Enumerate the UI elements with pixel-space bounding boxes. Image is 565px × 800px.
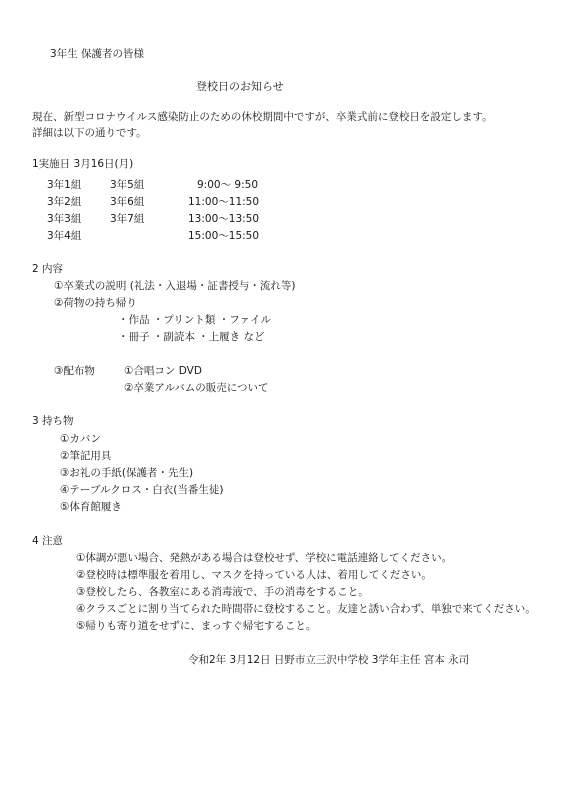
caution-item: ①体調が悪い場合、発熱がある場合は登校せず、学校に電話連絡してください。	[76, 552, 453, 564]
belongings-item: ①カバン	[60, 433, 101, 445]
signature-line: 令和2年 3月12日 日野市立三沢中学校 3学年主任 宮本 永司	[188, 654, 470, 666]
schedule-group-a: 3年1組	[47, 179, 82, 191]
schedule-time: 15:00～15:50	[188, 230, 260, 242]
section2-heading: 2 内容	[32, 263, 64, 275]
schedule-group-a: 3年3組	[47, 213, 82, 225]
belongings-item: ⑤体育館履き	[60, 501, 122, 513]
content-item: ②荷物の持ち帰り	[54, 297, 137, 309]
schedule-group-a: 3年2組	[47, 196, 82, 208]
caution-item: ④クラスごとに割り当てられた時間帯に登校すること。友達と誘い合わず、単独で来てください。	[76, 603, 536, 615]
section4-heading: 4 注意	[32, 535, 64, 547]
intro-line-1: 現在、新型コロナウイルス感染防止のための休校期間中ですが、卒業式前に登校日を設定します。	[32, 111, 493, 123]
schedule-group-b: 3年5組	[110, 179, 145, 191]
section3-heading: 3 持ち物	[32, 415, 74, 427]
schedule-time: 11:00～11:50	[188, 196, 260, 208]
schedule-time: 9:00～ 9:50	[197, 179, 258, 191]
intro-line-2: 詳細は以下の通りです。	[32, 127, 147, 139]
caution-item: ③登校したら、各教室にある消毒液で、手の消毒をすること。	[76, 586, 369, 598]
schedule-group-b: 3年6組	[110, 196, 145, 208]
document-title: 登校日のお知らせ	[196, 80, 284, 93]
content-sub-item: ②卒業アルバムの販売について	[124, 382, 269, 394]
section1-heading: 1実施日 3月16日(月)	[32, 158, 134, 170]
content-sub-item: ・冊子 ・副読本 ・上履き など	[118, 331, 265, 343]
belongings-item: ③お礼の手紙(保護者・先生)	[60, 467, 194, 479]
schedule-time: 13:00～13:50	[188, 213, 260, 225]
belongings-item: ④テーブルクロス・白衣(当番生徒)	[60, 484, 224, 496]
addressee: 3年生 保護者の皆様	[50, 48, 145, 60]
content-sub-item: ・作品 ・プリント類 ・ファイル	[118, 314, 272, 326]
belongings-item: ②筆記用具	[60, 450, 112, 462]
content-item: ③配布物	[54, 365, 95, 377]
content-item: ①卒業式の説明 (礼法・入退場・証書授与・流れ等)	[54, 280, 296, 292]
schedule-group-b: 3年7組	[110, 213, 145, 225]
caution-item: ⑤帰りも寄り道をせずに、まっすぐ帰宅すること。	[76, 620, 317, 632]
content-sub-item: ①合唱コン DVD	[124, 365, 202, 377]
caution-item: ②登校時は標準服を着用し、マスクを持っている人は、着用してください。	[76, 569, 432, 581]
schedule-group-a: 3年4組	[47, 230, 82, 242]
